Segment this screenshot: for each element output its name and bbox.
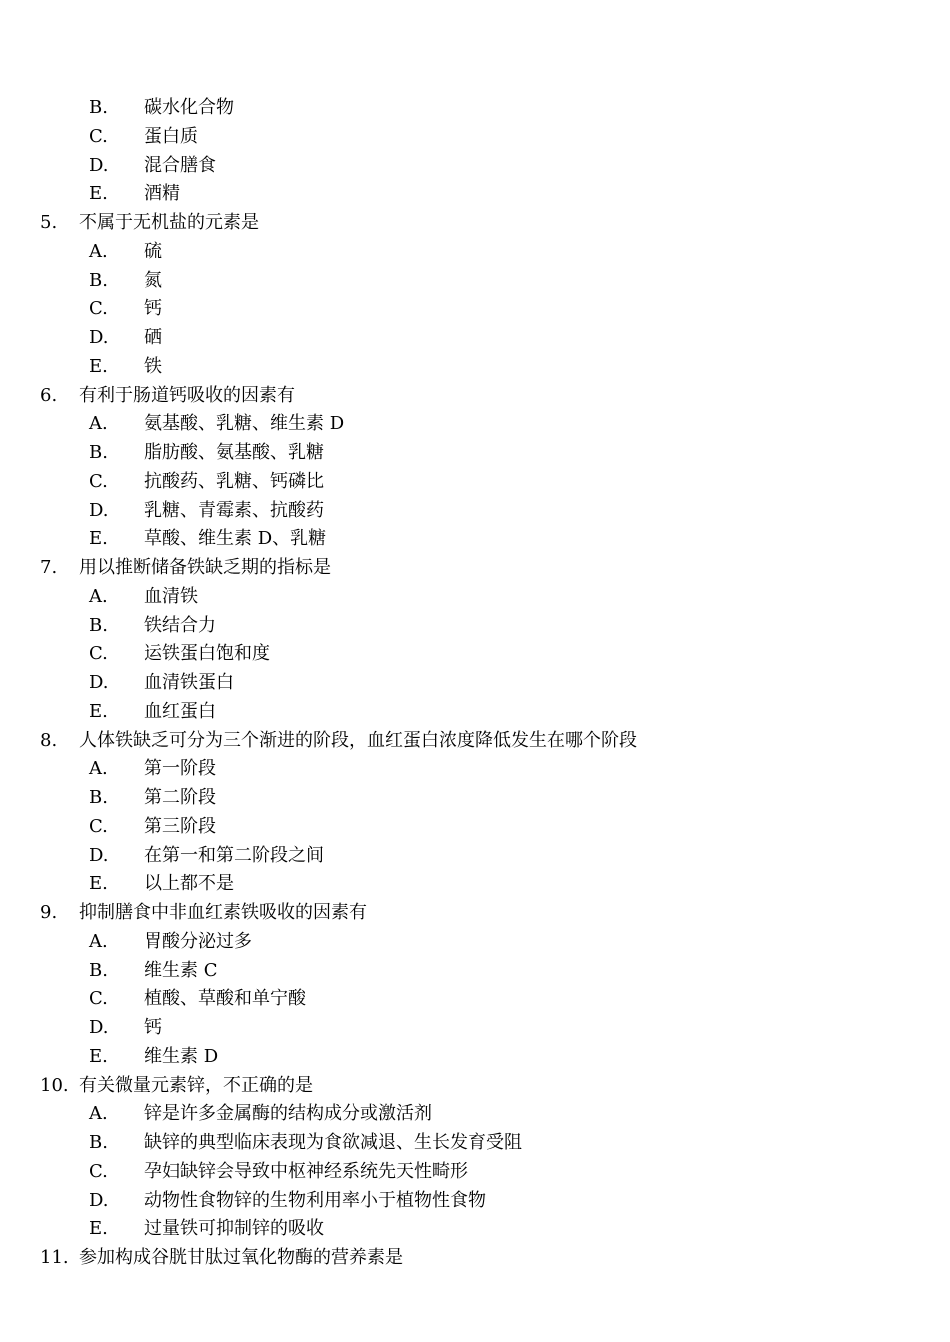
question-text: 有利于肠道钙吸收的因素有 bbox=[79, 384, 295, 406]
option-letter: C. bbox=[89, 125, 108, 147]
question-number: 10. bbox=[40, 1074, 69, 1096]
option-row bbox=[0, 1014, 950, 1043]
question-number: 5. bbox=[40, 212, 58, 233]
option-text: 铁结合力 bbox=[144, 614, 216, 636]
option-text: 硫 bbox=[144, 240, 162, 262]
question-text: 参加构成谷胱甘肽过氧化物酶的营养素是 bbox=[79, 1247, 403, 1268]
option-text: 孕妇缺锌会导致中枢神经系统先天性畸形 bbox=[144, 1160, 468, 1182]
option-letter: C. bbox=[89, 815, 108, 837]
option-letter: A. bbox=[89, 240, 108, 262]
option-letter: D. bbox=[89, 844, 109, 866]
option-row bbox=[0, 152, 950, 181]
question-number: 9. bbox=[40, 902, 58, 923]
option-letter: D. bbox=[89, 672, 109, 693]
question-row bbox=[0, 1072, 950, 1101]
option-row bbox=[0, 1187, 950, 1216]
option-letter: E. bbox=[89, 355, 108, 377]
option-text: 第二阶段 bbox=[144, 787, 216, 808]
option-text: 缺锌的典型临床表现为食欲减退、生长发育受阻 bbox=[144, 1132, 522, 1153]
option-letter: C. bbox=[89, 1160, 108, 1182]
option-row bbox=[0, 324, 950, 353]
question-number: 8. bbox=[40, 729, 58, 751]
option-row bbox=[0, 238, 950, 267]
option-row bbox=[0, 698, 950, 727]
option-text: 脂肪酸、氨基酸、乳糖 bbox=[144, 442, 324, 463]
option-text: 第三阶段 bbox=[144, 815, 216, 837]
document-page bbox=[0, 94, 950, 1273]
option-letter: E. bbox=[89, 873, 108, 895]
option-text: 胃酸分泌过多 bbox=[144, 930, 252, 952]
option-row bbox=[0, 755, 950, 784]
option-letter: A. bbox=[89, 1103, 108, 1125]
question-row bbox=[0, 1244, 950, 1273]
question-text: 用以推断储备铁缺乏期的指标是 bbox=[79, 557, 331, 578]
option-row bbox=[0, 439, 950, 468]
option-row bbox=[0, 1100, 950, 1129]
option-row bbox=[0, 669, 950, 698]
option-row bbox=[0, 468, 950, 497]
option-text: 乳糖、青霉素、抗酸药 bbox=[144, 499, 324, 521]
option-row bbox=[0, 842, 950, 871]
option-text: 维生素 D bbox=[144, 1045, 219, 1067]
option-letter: B. bbox=[89, 442, 108, 463]
question-text: 抑制膳食中非血红素铁吸收的因素有 bbox=[79, 902, 367, 923]
question-text: 有关微量元素锌，不正确的是 bbox=[79, 1074, 313, 1096]
option-text: 氨基酸、乳糖、维生素 D bbox=[144, 413, 345, 435]
option-text: 混合膳食 bbox=[144, 154, 216, 176]
option-letter: E. bbox=[89, 1045, 108, 1067]
option-letter: D. bbox=[89, 1017, 109, 1038]
option-letter: A. bbox=[89, 930, 108, 952]
option-row bbox=[0, 928, 950, 957]
option-row bbox=[0, 985, 950, 1014]
option-text: 动物性食物锌的生物利用率小于植物性食物 bbox=[144, 1189, 486, 1211]
option-row bbox=[0, 1215, 950, 1244]
option-letter: B. bbox=[89, 787, 108, 808]
option-row bbox=[0, 612, 950, 641]
option-row bbox=[0, 267, 950, 296]
option-row bbox=[0, 813, 950, 842]
option-letter: D. bbox=[89, 327, 109, 348]
option-letter: D. bbox=[89, 1189, 109, 1211]
option-text: 维生素 C bbox=[144, 959, 218, 981]
option-row bbox=[0, 94, 950, 123]
option-text: 过量铁可抑制锌的吸收 bbox=[144, 1218, 324, 1240]
option-text: 硒 bbox=[144, 327, 162, 348]
option-row bbox=[0, 525, 950, 554]
option-letter: A. bbox=[89, 758, 108, 780]
question-row bbox=[0, 727, 950, 756]
option-text: 植酸、草酸和单宁酸 bbox=[144, 988, 306, 1010]
option-row bbox=[0, 583, 950, 612]
option-text: 草酸、维生素 D、乳糖 bbox=[144, 528, 327, 550]
question-text: 人体铁缺乏可分为三个渐进的阶段，血红蛋白浓度降低发生在哪个阶段 bbox=[79, 729, 637, 751]
question-number: 7. bbox=[40, 557, 58, 578]
option-text: 锌是许多金属酶的结构成分或激活剂 bbox=[144, 1103, 432, 1125]
option-letter: B. bbox=[89, 97, 108, 118]
option-text: 血清铁 bbox=[144, 585, 198, 607]
option-text: 在第一和第二阶段之间 bbox=[144, 844, 324, 866]
option-letter: C. bbox=[89, 470, 108, 492]
option-text: 铁 bbox=[144, 355, 162, 377]
option-letter: B. bbox=[89, 959, 108, 981]
option-letter: C. bbox=[89, 988, 108, 1010]
option-row bbox=[0, 784, 950, 813]
option-text: 第一阶段 bbox=[144, 758, 216, 780]
option-text: 血清铁蛋白 bbox=[144, 672, 234, 693]
option-text: 碳水化合物 bbox=[144, 97, 234, 118]
option-row bbox=[0, 640, 950, 669]
question-row bbox=[0, 554, 950, 583]
option-row bbox=[0, 1158, 950, 1187]
option-row bbox=[0, 353, 950, 382]
option-row bbox=[0, 1043, 950, 1072]
question-row bbox=[0, 209, 950, 238]
option-letter: B. bbox=[89, 614, 108, 636]
question-row bbox=[0, 899, 950, 928]
option-row bbox=[0, 1129, 950, 1158]
option-letter: C. bbox=[89, 643, 108, 665]
option-letter: E. bbox=[89, 528, 108, 550]
option-row bbox=[0, 180, 950, 209]
option-letter: B. bbox=[89, 269, 108, 291]
option-letter: D. bbox=[89, 499, 109, 521]
question-number: 11. bbox=[40, 1247, 69, 1268]
option-text: 抗酸药、乳糖、钙磷比 bbox=[144, 470, 324, 492]
option-text: 氮 bbox=[144, 269, 162, 291]
option-letter: E. bbox=[89, 1218, 108, 1240]
option-text: 运铁蛋白饱和度 bbox=[144, 643, 270, 665]
option-letter: E. bbox=[89, 700, 108, 722]
option-letter: A. bbox=[89, 585, 108, 607]
option-letter: C. bbox=[89, 298, 108, 320]
option-row bbox=[0, 497, 950, 526]
question-text: 不属于无机盐的元素是 bbox=[79, 212, 259, 233]
option-letter: B. bbox=[89, 1132, 108, 1153]
question-number: 6. bbox=[40, 384, 58, 406]
option-row bbox=[0, 870, 950, 899]
option-text: 钙 bbox=[144, 1017, 162, 1038]
option-row bbox=[0, 123, 950, 152]
question-row bbox=[0, 382, 950, 411]
option-letter: D. bbox=[89, 154, 109, 176]
option-text: 酒精 bbox=[144, 183, 180, 205]
option-text: 以上都不是 bbox=[144, 873, 234, 895]
option-letter: A. bbox=[89, 413, 108, 435]
option-row bbox=[0, 410, 950, 439]
option-text: 钙 bbox=[144, 298, 162, 320]
option-row bbox=[0, 957, 950, 986]
option-letter: E. bbox=[89, 183, 108, 205]
option-text: 蛋白质 bbox=[144, 125, 198, 147]
option-text: 血红蛋白 bbox=[144, 700, 216, 722]
option-row bbox=[0, 295, 950, 324]
